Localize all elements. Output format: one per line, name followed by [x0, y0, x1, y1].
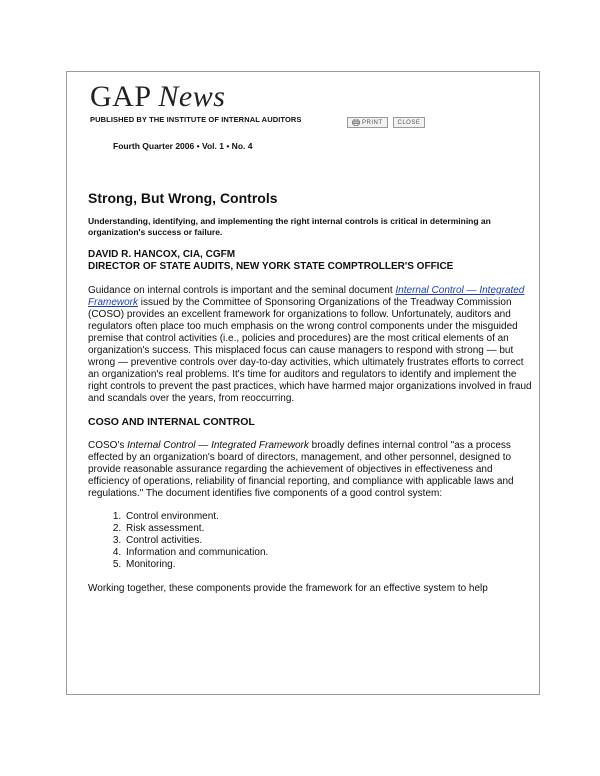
list-item: 2. Risk assessment. [124, 523, 533, 535]
close-button[interactable] [393, 117, 426, 128]
coso-framework-link[interactable]: Internal Control — Integrated Framework [88, 285, 525, 308]
author-block [88, 249, 533, 273]
action-buttons [347, 117, 425, 128]
print-label: PRINT [362, 119, 383, 126]
article-lead: Understanding, identifying, and implementing the right internal controls is critical in determining an organization's success or failure. [88, 216, 491, 237]
list-item: 1. Control environment. [124, 511, 533, 523]
author-title: DIRECTOR OF STATE AUDITS, NEW YORK STATE COMPTROLLER'S OFFICE [88, 261, 454, 272]
paragraph-3: Working together, these components provide the framework for an effective system to help [88, 583, 488, 594]
list-item: 3. Control activities. [124, 535, 533, 547]
gap-news-logo: GAP News [90, 80, 226, 113]
author-name: DAVID R. HANCOX, CIA, CGFM [88, 249, 236, 260]
paragraph-2: COSO's Internal Control — Integrated Framework broadly defines internal control "as a process effected by an organization's board of directors, management, and other personnel, designed to provide reasonable assurance regarding the achievement of objectives in effectiveness and efficiency of operations, reliability of financial reporting, and compliance with applicable laws and regulations." The document identifies five components of a good control system: [88, 440, 514, 499]
article-title: Strong, But Wrong, Controls [88, 190, 278, 206]
paragraph-1: Guidance on internal controls is important and the seminal document Internal Control — Integrated Framework issued by the Committee of Sponsoring Organizations of the Treadway Commission (COSO) provides an excellent framework for organizations to follow. Unfortunately, auditors and regulators often place too much emphasis on the wrong control components under the misguided premise that control activities (i.e., policies and procedures) are the most critical elements of an organization's success. This misplaced focus can cause managers to respond with strong — but wrong — preventive controls over day-to-day activities, which ultimately frustrates efforts to correct an organization's real problems. It's time for auditors and regulators to identify and implement the right controls to prevent the past practices, which have harmed major organizations involved in fraud and scandals over the years, from reoccurring. [88, 285, 532, 404]
print-button[interactable] [347, 117, 388, 128]
document-frame [66, 71, 540, 695]
issue-info: Fourth Quarter 2006 • Vol. 1 • No. 4 [113, 141, 253, 151]
components-list [88, 511, 533, 571]
article-body [88, 190, 533, 606]
list-item: 5. Monitoring. [124, 559, 533, 571]
close-label: CLOSE [397, 119, 421, 126]
list-item: 4. Information and communication. [124, 547, 533, 559]
publisher-line: PUBLISHED BY THE INSTITUTE OF INTERNAL AUDITORS [90, 115, 302, 124]
printer-icon [352, 119, 360, 126]
masthead [90, 82, 225, 112]
section-heading: COSO AND INTERNAL CONTROL [88, 416, 255, 428]
